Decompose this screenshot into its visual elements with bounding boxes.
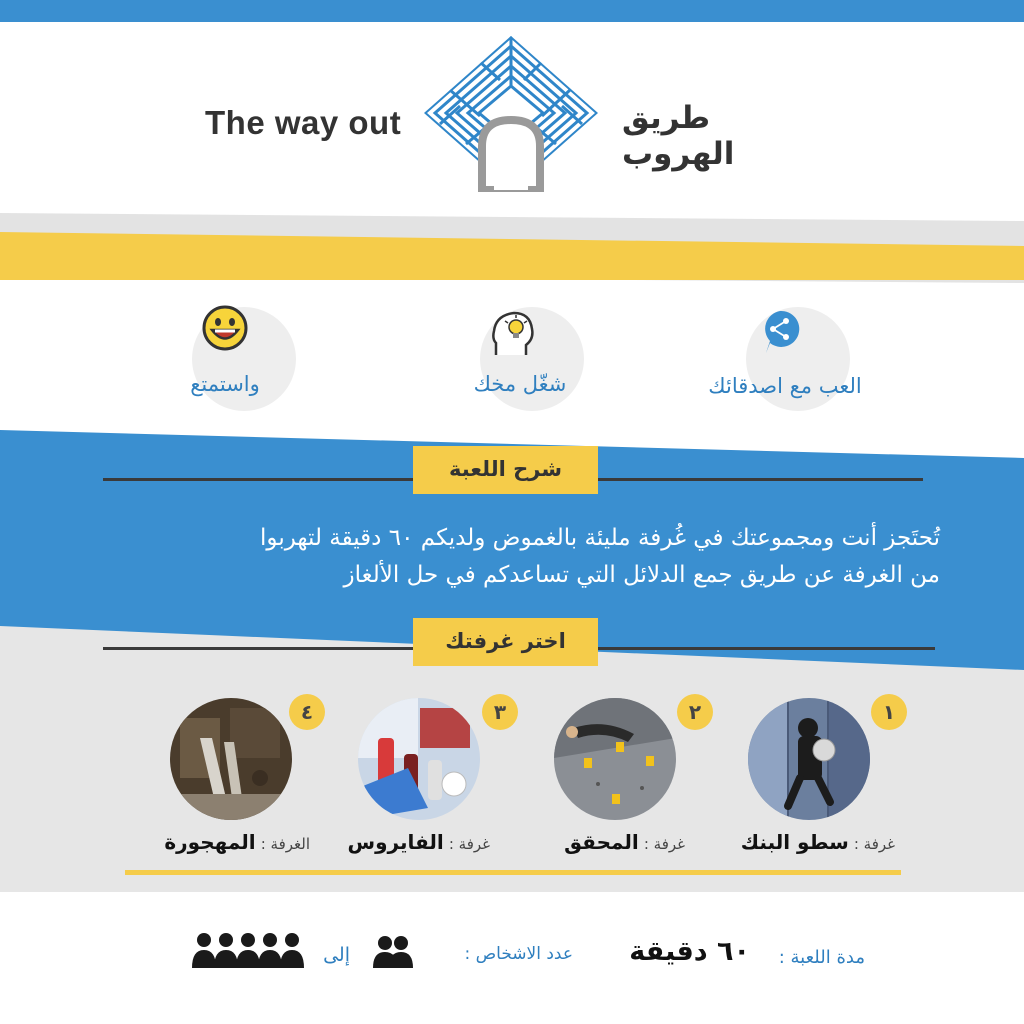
- room-number-badge-3: ٣: [482, 694, 518, 730]
- room-image-bank-heist[interactable]: [748, 698, 870, 820]
- room-name: سطو البنك: [740, 830, 849, 854]
- people-to-label: إلى: [323, 944, 350, 966]
- room-caption-detective[interactable]: [530, 830, 685, 854]
- room-name: المهجورة: [164, 830, 256, 854]
- room-caption-prefix: غرفة :: [853, 835, 895, 853]
- room-caption-abandoned[interactable]: [125, 830, 310, 854]
- maze-logo-icon: [420, 34, 602, 192]
- room-caption-prefix: الغرفة :: [260, 835, 310, 853]
- room-number-badge-4: ٤: [289, 694, 325, 730]
- room-image-virus[interactable]: [358, 698, 480, 820]
- yellow-band: [0, 232, 1024, 280]
- game-description-line-2: من الغرفة عن طريق جمع الدلائل التي تساعدكم في حل الألغاز: [343, 562, 940, 588]
- feature-label-fun: واستمتع: [190, 372, 260, 396]
- room-name: المحقق: [564, 830, 639, 854]
- duration-value: ٦٠ دقيقة: [629, 936, 750, 967]
- room-caption-prefix: غرفة :: [448, 835, 490, 853]
- room-caption-prefix: غرفة :: [643, 835, 685, 853]
- section-title-explanation: شرح اللعبة: [413, 446, 598, 494]
- smiley-icon: [200, 303, 250, 353]
- section-title-choose-room: اختر غرفتك: [413, 618, 598, 666]
- share-icon: [760, 309, 800, 355]
- room-number-badge-2: ٢: [677, 694, 713, 730]
- room-caption-virus[interactable]: [330, 830, 490, 854]
- room-name: الفايروس: [347, 830, 444, 854]
- game-description: [60, 520, 940, 594]
- two-people-icon: [372, 934, 414, 968]
- duration-label: مدة اللعبة :: [778, 947, 865, 968]
- room-number-badge-1: ١: [871, 694, 907, 730]
- title-arabic: طريق الهروب: [622, 100, 735, 172]
- room-image-detective[interactable]: [554, 698, 676, 820]
- feature-label-brain: شغّل مخك: [473, 372, 567, 396]
- group-people-icon: [192, 930, 304, 968]
- people-count-label: عدد الاشخاص :: [464, 944, 573, 964]
- brain-idea-icon: [490, 309, 536, 357]
- game-description-line-1: تُحتَجز أنت ومجموعتك في غُرفة مليئة بالغموض ولديكم ٦٠ دقيقة لتهربوا: [260, 525, 940, 551]
- title-english: The way out: [205, 104, 402, 141]
- rooms-underline: [125, 870, 901, 875]
- room-caption-bank-heist[interactable]: [720, 830, 895, 854]
- top-stripe: [0, 0, 1024, 22]
- feature-label-friends: العب مع اصدقائك: [708, 374, 862, 398]
- room-image-abandoned[interactable]: [170, 698, 292, 820]
